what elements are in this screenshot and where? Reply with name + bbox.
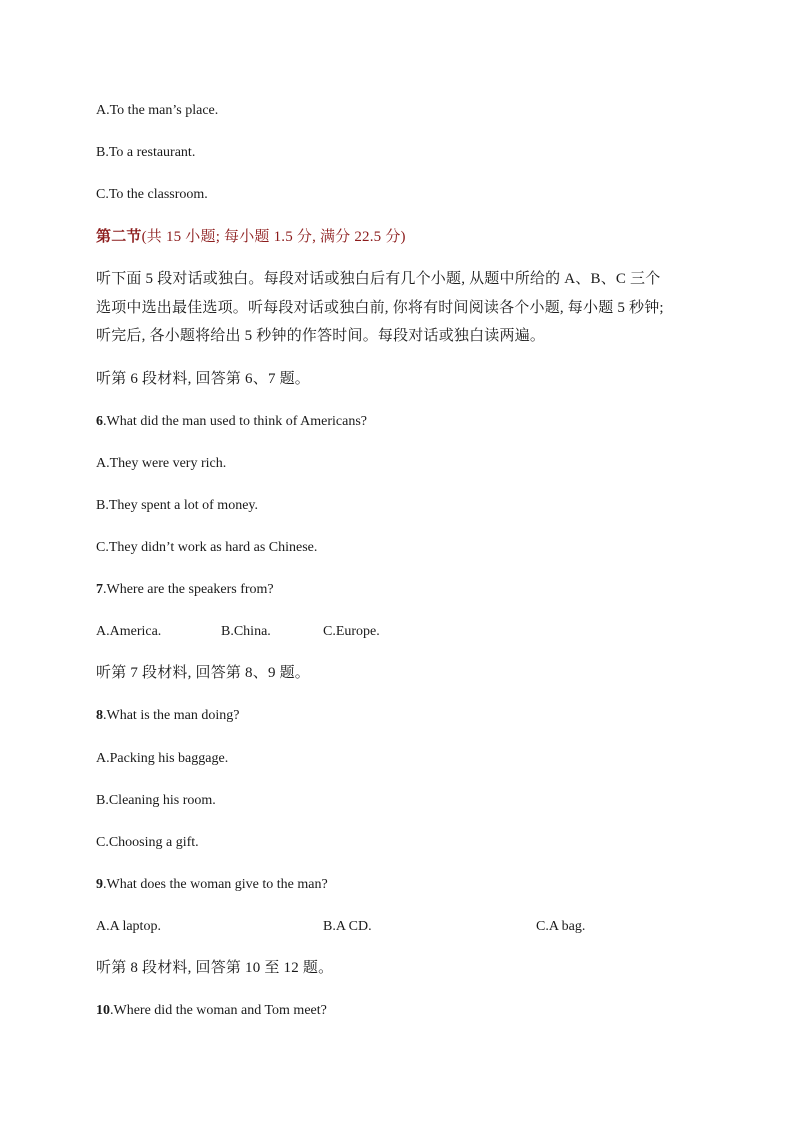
instructions-line-3: 听完后, 各小题将给出 5 秒钟的作答时间。每段对话或独白读两遍。 — [96, 328, 546, 344]
q9-option-a: A.A laptop. — [96, 919, 161, 934]
question-number: 6 — [96, 414, 103, 429]
instructions-line-2: 选项中选出最佳选项。听每段对话或独白前, 你将有时间阅读各个小题, 每小题 5 秒钟; — [96, 300, 664, 316]
question-10 — [96, 1002, 327, 1020]
material-6-prompt: 听第 6 段材料, 回答第 6、7 题。 — [96, 371, 311, 387]
question-number: 9 — [96, 877, 103, 892]
section-title: 第二节 — [96, 229, 142, 245]
q5-option-c: C.To the classroom. — [96, 187, 208, 202]
question-7 — [96, 581, 274, 599]
instructions-line-1: 听下面 5 段对话或独白。每段对话或独白后有几个小题, 从题中所给的 A、B、C 三个 — [96, 271, 661, 287]
section-detail: (共 15 小题; 每小题 1.5 分, 满分 22.5 分) — [141, 229, 406, 245]
q9-options-row — [96, 918, 696, 936]
question-6 — [96, 413, 367, 431]
q5-option-b: B.To a restaurant. — [96, 145, 196, 160]
q8-option-b: B.Cleaning his room. — [96, 793, 216, 808]
q6-option-a: A.They were very rich. — [96, 456, 227, 471]
q8-option-c: C.Choosing a gift. — [96, 835, 199, 850]
section-heading — [96, 228, 406, 246]
q7-option-c: C.Europe. — [323, 624, 380, 639]
question-number: 10 — [96, 1003, 110, 1018]
q6-option-b: B.They spent a lot of money. — [96, 498, 259, 513]
question-8 — [96, 707, 239, 725]
q7-option-b: B.China. — [221, 624, 271, 639]
question-text: .Where did the woman and Tom meet? — [110, 1003, 327, 1018]
q6-option-c: C.They didn’t work as hard as Chinese. — [96, 540, 318, 555]
question-number: 7 — [96, 582, 103, 597]
question-text: .Where are the speakers from? — [103, 582, 274, 597]
q9-option-b: B.A CD. — [323, 919, 372, 934]
question-text: .What did the man used to think of Americans? — [103, 414, 367, 429]
q5-option-a: A.To the man’s place. — [96, 103, 219, 118]
question-9 — [96, 876, 328, 894]
q7-option-a: A.America. — [96, 624, 162, 639]
q9-option-c: C.A bag. — [536, 919, 586, 934]
question-text: .What is the man doing? — [103, 708, 240, 723]
q8-option-a: A.Packing his baggage. — [96, 751, 229, 766]
question-number: 8 — [96, 708, 103, 723]
q7-options-row — [96, 623, 696, 641]
material-7-prompt: 听第 7 段材料, 回答第 8、9 题。 — [96, 665, 311, 681]
material-8-prompt: 听第 8 段材料, 回答第 10 至 12 题。 — [96, 960, 334, 976]
question-text: .What does the woman give to the man? — [103, 877, 328, 892]
